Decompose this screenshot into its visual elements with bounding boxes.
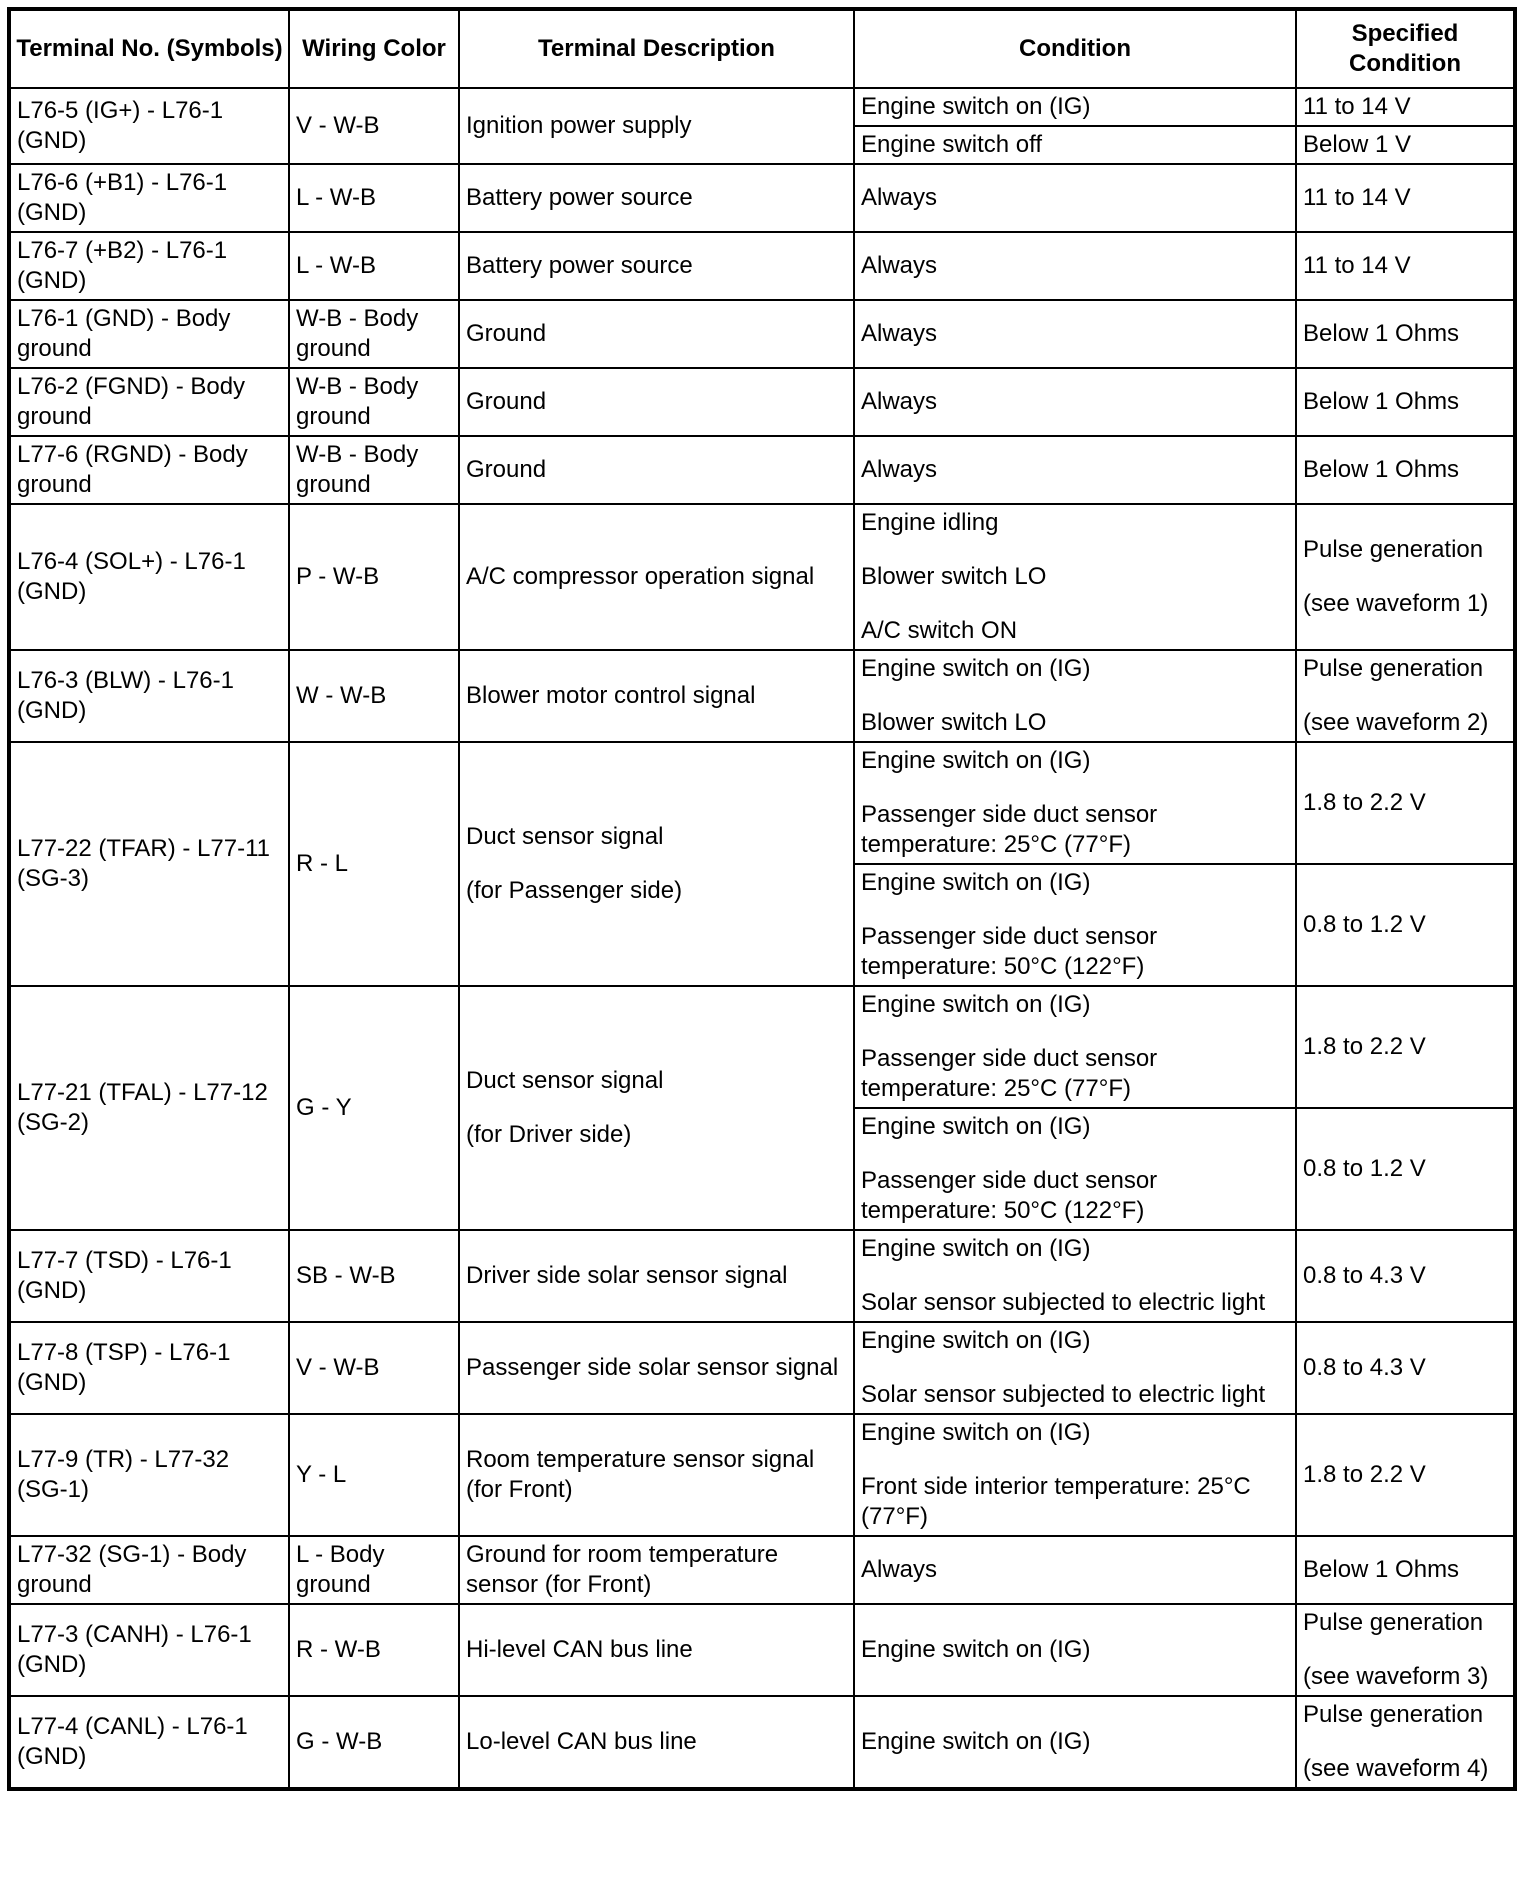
condition-line: Always [861,1556,938,1583]
condition-line: Front side interior temperature: 25°C (77°F) [861,1473,1251,1530]
specified-cell [1296,164,1515,232]
wiring-cell: G - W-B [289,1696,459,1789]
header-condition: Condition [854,9,1296,88]
table-row [9,88,1515,126]
condition-cell [854,126,1296,164]
specified-cell [1296,742,1515,864]
specified-line: (see waveform 2) [1303,709,1489,736]
condition-line: Engine switch on (IG) [861,1235,1091,1262]
specified-line: 0.8 to 1.2 V [1303,1155,1426,1182]
specified-cell [1296,300,1515,368]
condition-line: Passenger side duct sensor temperature: 50°C (122°F) [861,1167,1158,1224]
description-cell [459,742,854,986]
condition-line: Engine switch on (IG) [861,991,1091,1018]
wiring-cell: W - W-B [289,650,459,742]
specified-line: 0.8 to 4.3 V [1303,1262,1426,1289]
table-row [9,1604,1515,1696]
table-row [9,1230,1515,1322]
terminal-cell: L77-8 (TSP) - L76-1 (GND) [9,1322,289,1414]
wiring-cell: SB - W-B [289,1230,459,1322]
table-row [9,504,1515,650]
specified-cell [1296,986,1515,1108]
specified-line: Pulse generation [1303,1701,1484,1728]
condition-cell [854,1414,1296,1536]
specified-cell [1296,1536,1515,1604]
condition-cell [854,1322,1296,1414]
condition-cell [854,1696,1296,1789]
condition-line: Engine switch on (IG) [861,1327,1091,1354]
description-cell: Ground for room temperature sensor (for Front) [459,1536,854,1604]
specified-cell [1296,1108,1515,1230]
condition-line: Always [861,388,938,415]
condition-line: Passenger side duct sensor temperature: 25°C (77°F) [861,1045,1158,1102]
condition-line: Solar sensor subjected to electric light [861,1289,1266,1316]
table-row [9,300,1515,368]
description-cell: Driver side solar sensor signal [459,1230,854,1322]
condition-line: Always [861,320,938,347]
specified-cell [1296,864,1515,986]
terminal-cell: L77-7 (TSD) - L76-1 (GND) [9,1230,289,1322]
terminal-cell: L76-7 (+B2) - L76-1 (GND) [9,232,289,300]
terminal-cell: L77-22 (TFAR) - L77-11 (SG-3) [9,742,289,986]
specified-cell [1296,126,1515,164]
wiring-cell: W-B - Body ground [289,300,459,368]
specified-cell [1296,1230,1515,1322]
table-row [9,164,1515,232]
condition-cell [854,164,1296,232]
terminal-table [7,7,1517,1791]
specified-line: 11 to 14 V [1303,252,1411,279]
table-row [9,368,1515,436]
condition-cell [854,986,1296,1108]
description-cell: A/C compressor operation signal [459,504,854,650]
description-cell: Ignition power supply [459,88,854,164]
description-cell: Passenger side solar sensor signal [459,1322,854,1414]
wiring-cell: Y - L [289,1414,459,1536]
condition-line: Engine idling [861,509,999,536]
condition-cell [854,1536,1296,1604]
specified-line: Below 1 Ohms [1303,320,1460,347]
specified-line: Below 1 Ohms [1303,456,1460,483]
terminal-cell: L76-6 (+B1) - L76-1 (GND) [9,164,289,232]
condition-line: Passenger side duct sensor temperature: 50°C (122°F) [861,923,1158,980]
wiring-cell: R - L [289,742,459,986]
wiring-cell: V - W-B [289,88,459,164]
description-cell: Blower motor control signal [459,650,854,742]
table-row [9,1696,1515,1789]
specified-line: Below 1 V [1303,131,1412,158]
terminal-cell: L76-2 (FGND) - Body ground [9,368,289,436]
specified-line: Below 1 Ohms [1303,388,1460,415]
description-cell: Battery power source [459,232,854,300]
specified-line: 1.8 to 2.2 V [1303,1033,1426,1060]
description-cell: Room temperature sensor signal (for Front) [459,1414,854,1536]
condition-cell [854,300,1296,368]
condition-line: Engine switch on (IG) [861,1636,1091,1663]
terminal-cell: L77-9 (TR) - L77-32 (SG-1) [9,1414,289,1536]
specified-cell [1296,1414,1515,1536]
specified-cell [1296,368,1515,436]
condition-line: Engine switch on (IG) [861,747,1091,774]
specified-line: (see waveform 4) [1303,1755,1489,1782]
specified-cell [1296,504,1515,650]
terminal-cell: L76-1 (GND) - Body ground [9,300,289,368]
terminal-cell: L77-4 (CANL) - L76-1 (GND) [9,1696,289,1789]
condition-line: A/C switch ON [861,617,1018,644]
condition-line: Solar sensor subjected to electric light [861,1381,1266,1408]
condition-cell [854,1108,1296,1230]
specified-cell [1296,650,1515,742]
description-cell [459,986,854,1230]
wiring-cell: L - Body ground [289,1536,459,1604]
specified-line: Pulse generation [1303,655,1484,682]
wiring-cell: R - W-B [289,1604,459,1696]
condition-line: Engine switch on (IG) [861,869,1091,896]
description-cell: Ground [459,368,854,436]
description-line: (for Passenger side) [466,877,683,904]
header-description: Terminal Description [459,9,854,88]
specified-cell [1296,436,1515,504]
specified-line: 11 to 14 V [1303,93,1411,120]
condition-cell [854,436,1296,504]
specified-line: Pulse generation [1303,536,1484,563]
condition-cell [854,742,1296,864]
specified-line: 0.8 to 1.2 V [1303,911,1426,938]
specified-line: Below 1 Ohms [1303,1556,1460,1583]
table-row [9,742,1515,864]
condition-cell [854,864,1296,986]
condition-cell [854,1604,1296,1696]
condition-line: Blower switch LO [861,563,1047,590]
specified-line: (see waveform 3) [1303,1663,1489,1690]
table-row [9,232,1515,300]
description-cell: Hi-level CAN bus line [459,1604,854,1696]
condition-line: Always [861,184,938,211]
header-specified: Specified Condition [1296,9,1515,88]
description-cell: Ground [459,300,854,368]
specified-cell [1296,88,1515,126]
terminal-cell: L76-3 (BLW) - L76-1 (GND) [9,650,289,742]
table-row [9,1414,1515,1536]
condition-cell [854,88,1296,126]
table-row [9,436,1515,504]
wiring-cell: V - W-B [289,1322,459,1414]
table-row [9,1322,1515,1414]
condition-cell [854,1230,1296,1322]
specified-line: 1.8 to 2.2 V [1303,789,1426,816]
condition-cell [854,650,1296,742]
description-line: Duct sensor signal [466,823,664,850]
table-row [9,986,1515,1108]
specified-cell [1296,1322,1515,1414]
header-row [9,9,1515,88]
terminal-cell: L76-4 (SOL+) - L76-1 (GND) [9,504,289,650]
wiring-cell: W-B - Body ground [289,436,459,504]
wiring-cell: W-B - Body ground [289,368,459,436]
condition-cell [854,368,1296,436]
header-wiring: Wiring Color [289,9,459,88]
description-cell: Battery power source [459,164,854,232]
condition-line: Engine switch on (IG) [861,655,1091,682]
condition-cell [854,504,1296,650]
condition-cell [854,232,1296,300]
header-terminal: Terminal No. (Symbols) [9,9,289,88]
description-line: (for Driver side) [466,1121,632,1148]
condition-line: Always [861,252,938,279]
specified-line: 0.8 to 4.3 V [1303,1354,1426,1381]
table-row [9,650,1515,742]
specified-cell [1296,1696,1515,1789]
condition-line: Engine switch on (IG) [861,1419,1091,1446]
specified-cell [1296,232,1515,300]
condition-line: Passenger side duct sensor temperature: 25°C (77°F) [861,801,1158,858]
condition-line: Blower switch LO [861,709,1047,736]
wiring-cell: L - W-B [289,164,459,232]
condition-line: Engine switch on (IG) [861,1113,1091,1140]
condition-line: Engine switch off [861,131,1042,158]
wiring-cell: G - Y [289,986,459,1230]
specified-line: Pulse generation [1303,1609,1484,1636]
description-cell: Ground [459,436,854,504]
condition-line: Always [861,456,938,483]
table-body [9,88,1515,1789]
specified-line: 11 to 14 V [1303,184,1411,211]
terminal-cell: L77-3 (CANH) - L76-1 (GND) [9,1604,289,1696]
terminal-cell: L77-32 (SG-1) - Body ground [9,1536,289,1604]
terminal-cell: L76-5 (IG+) - L76-1 (GND) [9,88,289,164]
specified-line: 1.8 to 2.2 V [1303,1461,1426,1488]
description-line: Duct sensor signal [466,1067,664,1094]
description-cell: Lo-level CAN bus line [459,1696,854,1789]
terminal-cell: L77-6 (RGND) - Body ground [9,436,289,504]
specified-cell [1296,1604,1515,1696]
specified-line: (see waveform 1) [1303,590,1489,617]
terminal-cell: L77-21 (TFAL) - L77-12 (SG-2) [9,986,289,1230]
condition-line: Engine switch on (IG) [861,93,1091,120]
wiring-cell: L - W-B [289,232,459,300]
condition-line: Engine switch on (IG) [861,1728,1091,1755]
table-row [9,1536,1515,1604]
wiring-cell: P - W-B [289,504,459,650]
